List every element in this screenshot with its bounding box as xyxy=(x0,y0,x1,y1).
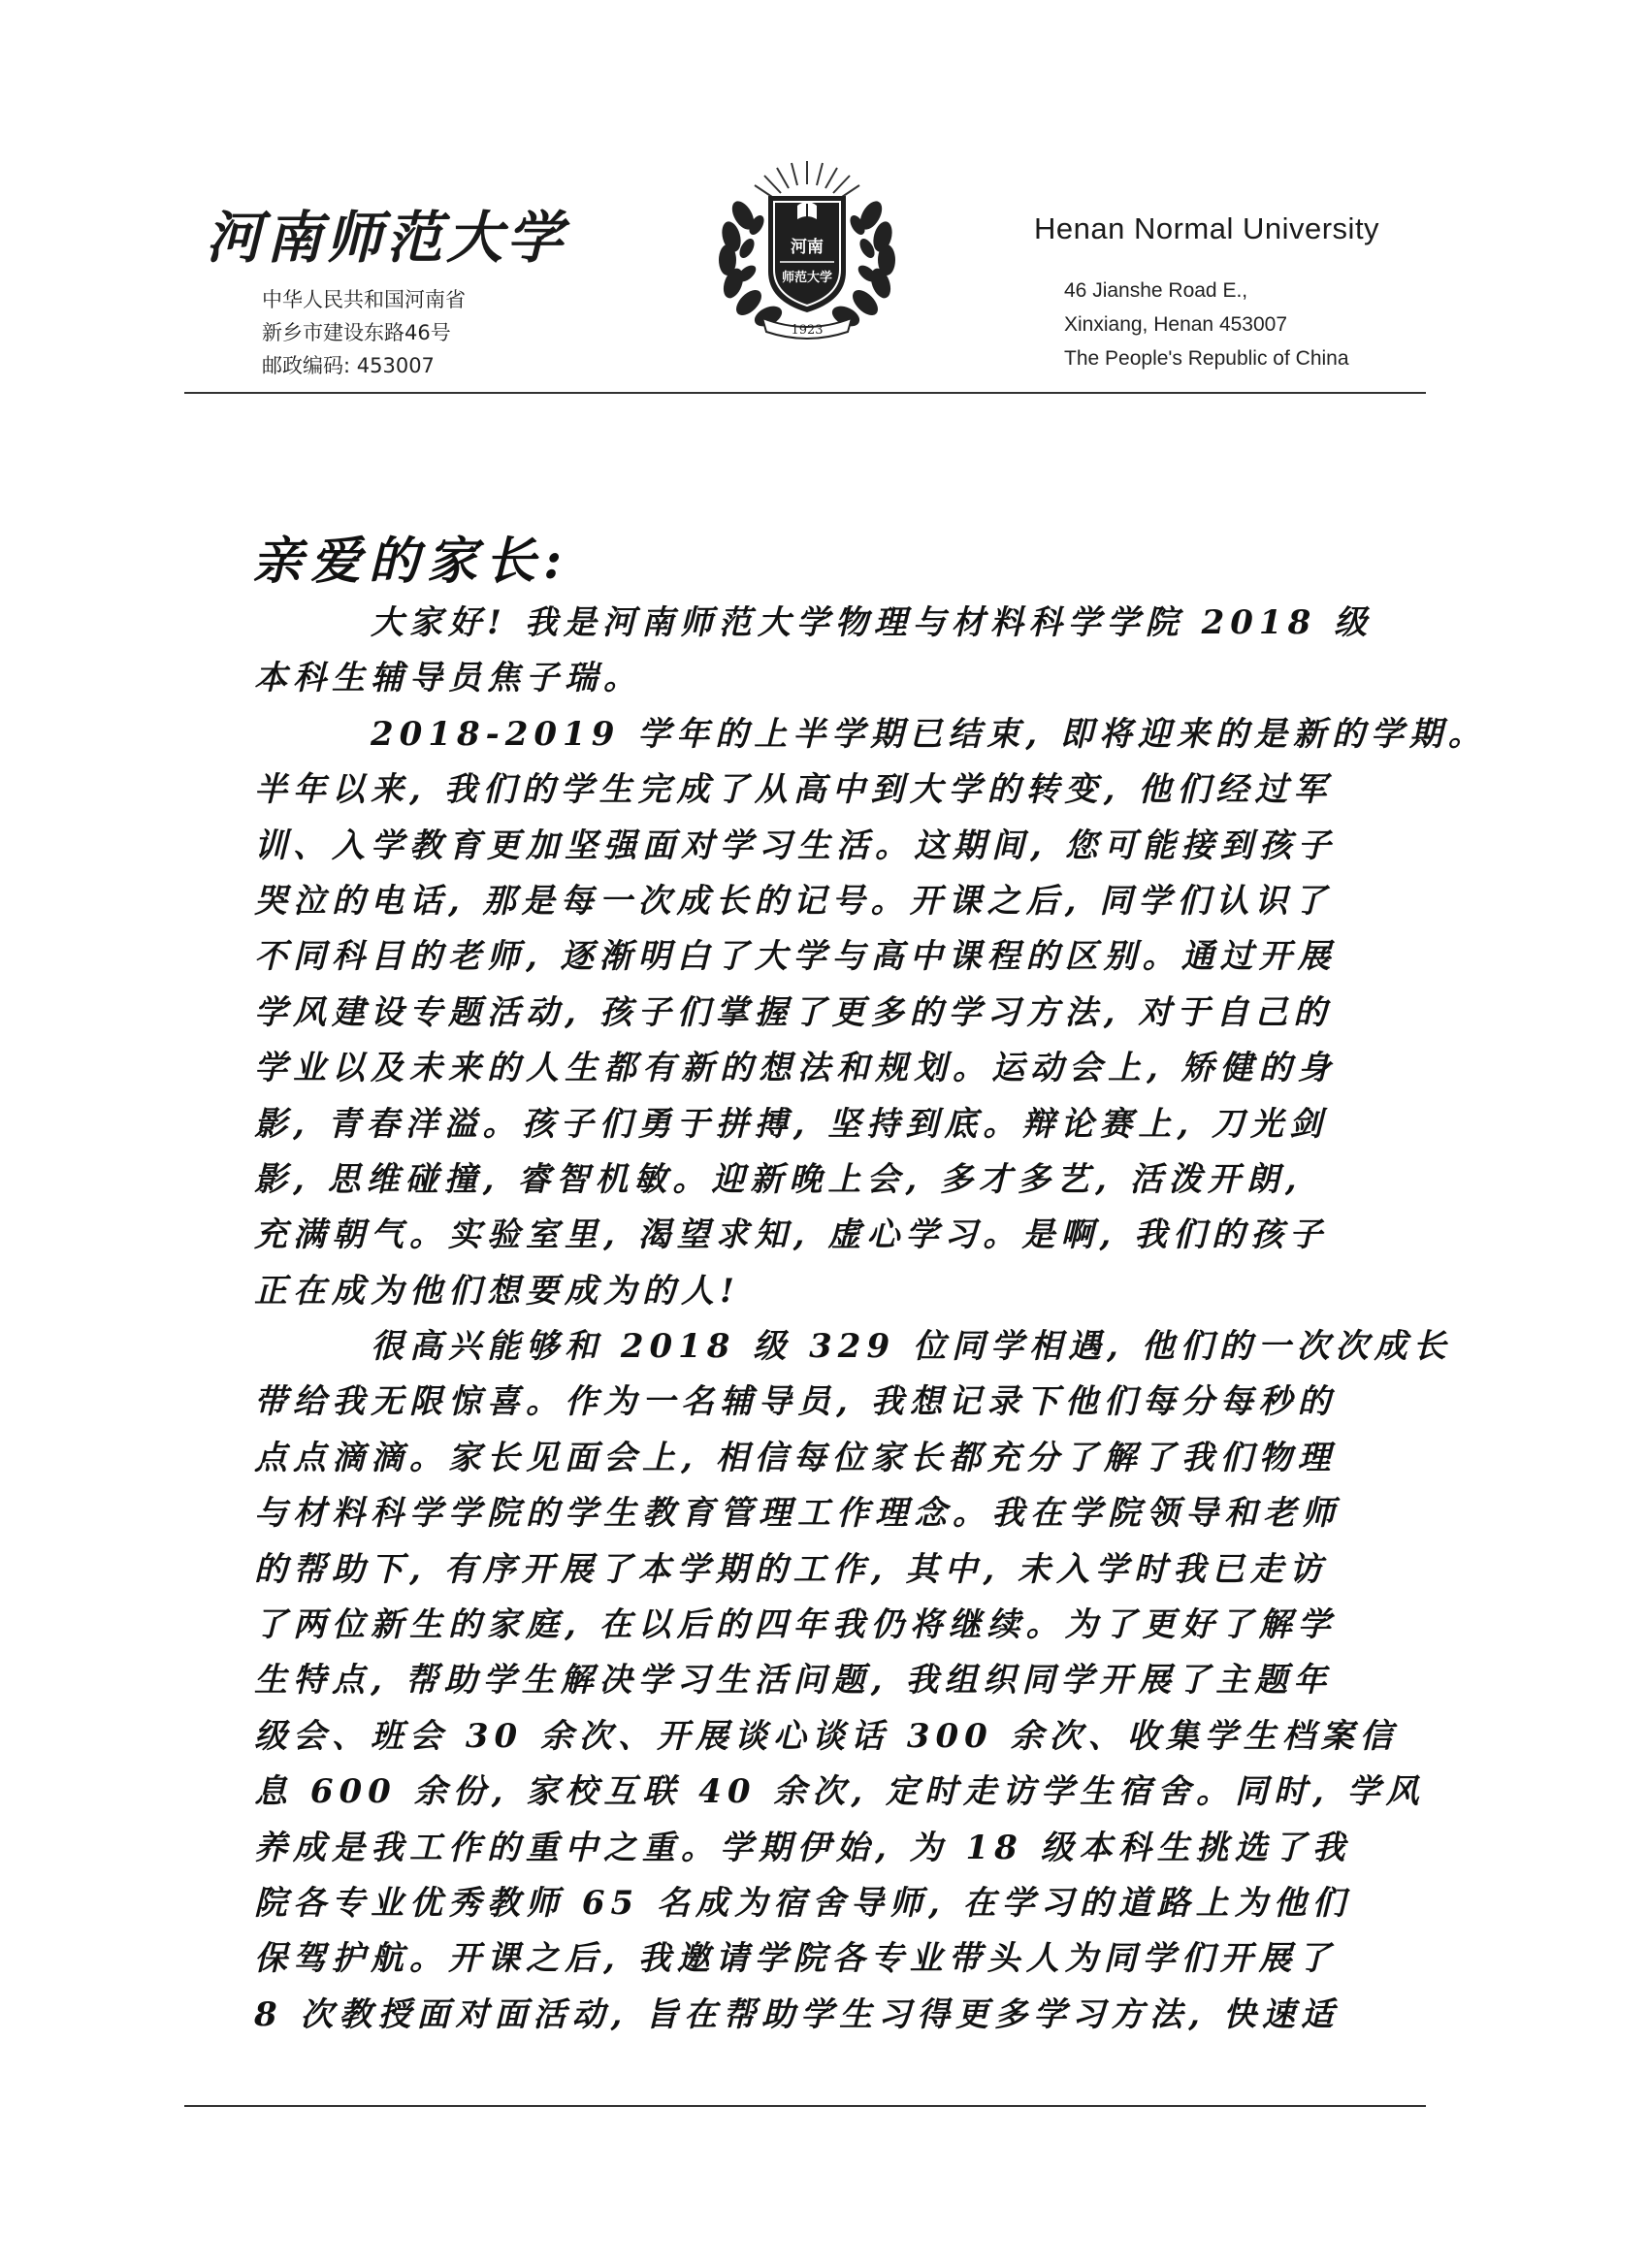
body-line: 半年以来, 我们的学生完成了从高中到大学的转变, 他们经过军 xyxy=(254,770,1333,810)
body-line: 养成是我工作的重中之重。学期伊始, 为 18 级本科生挑选了我 xyxy=(254,1828,1351,1867)
body-line: 学业以及未来的人生都有新的想法和规划。运动会上, 矫健的身 xyxy=(254,1049,1337,1088)
body-line: 影, 思维碰撞, 睿智机敏。迎新晚上会, 多才多艺, 活泼开朗, xyxy=(254,1159,1303,1199)
body-line: 正在成为他们想要成为的人! xyxy=(254,1271,740,1311)
letter-body xyxy=(254,596,1487,2043)
body-line: 带给我无限惊喜。作为一名辅导员, 我想记录下他们每分每秒的 xyxy=(254,1382,1337,1422)
body-line: 2018-2019 学年的上半学期已结束, 即将迎来的是新的学期。 xyxy=(371,714,1487,754)
body-line: 大家好! 我是河南师范大学物理与材料科学学院 2018 级 xyxy=(371,603,1374,642)
body-line: 的帮助下, 有序开展了本学期的工作, 其中, 未入学时我已走访 xyxy=(254,1549,1329,1589)
body-line: 院各专业优秀教师 65 名成为宿舍导师, 在学习的道路上为他们 xyxy=(254,1883,1351,1923)
body-line: 训、入学教育更加坚强面对学习生活。这期间, 您可能接到孩子 xyxy=(254,826,1337,865)
header-divider xyxy=(184,392,1426,394)
body-line: 影, 青春洋溢。孩子们勇于拼搏, 坚持到底。辩论赛上, 刀光剑 xyxy=(254,1104,1329,1144)
address-chinese-line: 新乡市建设东路46号 xyxy=(262,321,451,344)
body-line: 保驾护航。开课之后, 我邀请学院各专业带头人为同学们开展了 xyxy=(254,1939,1337,1979)
emblem-year: 1923 xyxy=(791,323,824,338)
footer-divider xyxy=(184,2105,1426,2107)
emblem-text-bottom: 师范大学 xyxy=(781,271,833,285)
address-english-line: The People's Republic of China xyxy=(1064,347,1349,370)
body-line: 级会、班会 30 余次、开展谈心谈话 300 余次、收集学生档案信 xyxy=(254,1716,1399,1756)
emblem-text-top: 河南 xyxy=(791,238,824,257)
address-english-line: Xinxiang, Henan 453007 xyxy=(1064,313,1288,336)
body-line: 很高兴能够和 2018 级 329 位同学相遇, 他们的一次次成长 xyxy=(371,1327,1452,1367)
body-line: 充满朝气。实验室里, 渴望求知, 虚心学习。是啊, 我们的孩子 xyxy=(254,1215,1329,1255)
address-chinese xyxy=(262,283,466,382)
body-line: 哭泣的电话, 那是每一次成长的记号。开课之后, 同学们认识了 xyxy=(254,881,1333,921)
university-name-chinese: 河南师范大学 xyxy=(206,205,567,271)
address-chinese-line: 邮政编码: 453007 xyxy=(262,354,435,377)
address-chinese-line: 中华人民共和国河南省 xyxy=(262,288,466,311)
university-emblem-icon xyxy=(704,155,910,340)
body-line: 与材料科学学院的学生教育管理工作理念。我在学院领导和老师 xyxy=(254,1494,1341,1534)
address-english xyxy=(1064,274,1349,375)
body-line: 学风建设专题活动, 孩子们掌握了更多的学习方法, 对于自己的 xyxy=(254,992,1333,1032)
body-line: 了两位新生的家庭, 在以后的四年我仍将继续。为了更好了解学 xyxy=(254,1605,1337,1645)
body-line: 点点滴滴。家长见面会上, 相信每位家长都充分了解了我们物理 xyxy=(254,1438,1337,1477)
address-english-line: 46 Jianshe Road E., xyxy=(1064,279,1248,302)
body-line: 本科生辅导员焦子瑞。 xyxy=(254,659,642,698)
body-line: 8 次教授面对面活动, 旨在帮助学生习得更多学习方法, 快速适 xyxy=(254,1994,1340,2034)
body-line: 生特点, 帮助学生解决学习生活问题, 我组织同学开展了主题年 xyxy=(254,1661,1333,1701)
body-line: 不同科目的老师, 逐渐明白了大学与高中课程的区别。通过开展 xyxy=(254,937,1337,977)
salutation: 亲爱的家长: xyxy=(252,532,570,591)
body-line: 息 600 余份, 家校互联 40 余次, 定时走访学生宿舍。同时, 学风 xyxy=(254,1772,1425,1812)
university-name-english: Henan Normal University xyxy=(1034,211,1380,245)
